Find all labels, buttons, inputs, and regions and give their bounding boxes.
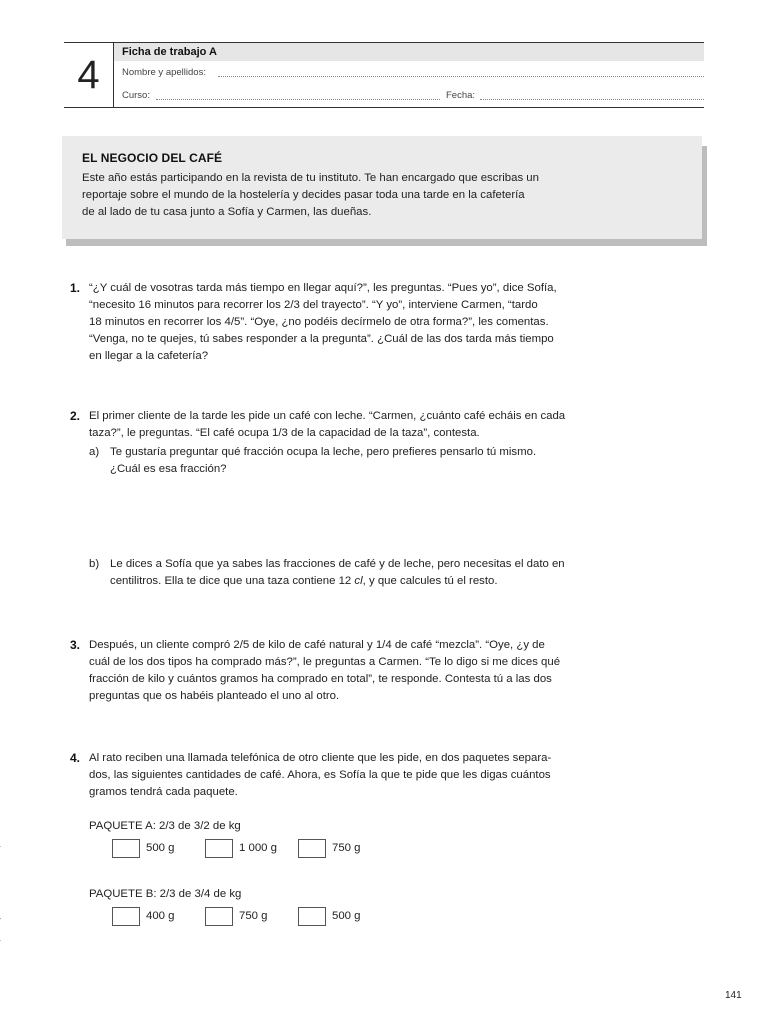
q2-a-label: a) — [89, 446, 100, 458]
page-number: 141 — [725, 990, 742, 1001]
package-a-option-1-checkbox[interactable] — [112, 839, 140, 858]
q2b-line — [110, 573, 704, 590]
question-4-number: 4. — [70, 751, 81, 765]
q2-b-text — [110, 556, 704, 590]
package-b-option-2-checkbox[interactable] — [205, 907, 233, 926]
package-a-option-3-checkbox[interactable] — [298, 839, 326, 858]
header-divider — [113, 42, 114, 107]
name-label: Nombre y apellidos: — [122, 67, 206, 78]
question-1-number: 1. — [70, 281, 81, 295]
copyright-notice — [0, 740, 1, 960]
package-a-option-1-label: 500 g — [146, 842, 175, 854]
unit-number: 4 — [77, 53, 100, 97]
q3-line: cuál de los dos tipos ha comprado más?”, le preguntas a Carmen. “Te lo digo si me dices qué — [89, 656, 561, 668]
question-2-number: 2. — [70, 409, 81, 423]
q3-line: Después, un cliente compró 2/5 de kilo de café natural y 1/4 de café “mezcla”. “Oye, ¿y de — [89, 639, 545, 651]
intro-line: reportaje sobre el mundo de la hostelería y decides pasar toda una tarde en la cafetería — [82, 189, 525, 201]
package-b-option-2-label: 750 g — [239, 910, 268, 922]
package-a-option-2-checkbox[interactable] — [205, 839, 233, 858]
course-field[interactable] — [156, 99, 440, 100]
q2a-line: ¿Cuál es esa fracción? — [110, 463, 227, 475]
intro-line: de al lado de tu casa junto a Sofía y Carmen, las dueñas. — [82, 206, 372, 218]
q1-line: 18 minutos en recorrer los 4/5”. “Oye, ¿no podéis decírmelo de otra forma?”, les comentas. — [89, 316, 549, 328]
worksheet-title: Ficha de trabajo A — [122, 46, 217, 58]
q4-line: dos, las siguientes cantidades de café. Ahora, es Sofía la que te pide que les digas cuántos — [89, 769, 551, 781]
package-b-option-1-label: 400 g — [146, 910, 175, 922]
package-b-option-3-checkbox[interactable] — [298, 907, 326, 926]
package-a-option-2-label: 1 000 g — [239, 842, 278, 854]
q1-line: “¿Y cuál de vosotras tarda más tiempo en llegar aquí?”, les preguntas. “Pues yo”, dice Sofía, — [89, 282, 557, 294]
q2b-unit: cl — [354, 575, 363, 587]
question-3-number: 3. — [70, 638, 81, 652]
q1-line: “Venga, no te quejes, tú sabes responder a la pregunta”. ¿Cuál de las dos tarda más tiempo — [89, 333, 554, 345]
package-a-option-3-label: 750 g — [332, 842, 361, 854]
package-b-option-3-label: 500 g — [332, 910, 361, 922]
question-4-text — [89, 750, 704, 801]
intro-title: EL NEGOCIO DEL CAFÉ — [82, 151, 223, 165]
intro-text — [82, 170, 682, 221]
q4-line: Al rato reciben una llamada telefónica de otro cliente que les pide, en dos paquetes separa- — [89, 752, 552, 764]
date-field[interactable] — [480, 99, 704, 100]
q2-line: taza?”, le preguntas. “El café ocupa 1/3 de la capacidad de la taza”, contesta. — [89, 427, 480, 439]
q2-line: El primer cliente de la tarde les pide un café con leche. “Carmen, ¿cuánto café echáis en cada — [89, 410, 566, 422]
q3-line: preguntas que os habéis planteado el uno al otro. — [89, 690, 340, 702]
question-3-text — [89, 637, 704, 705]
q2b-text-pre: centilitros. Ella te dice que una taza contiene 12 — [110, 575, 355, 587]
header-bottom-rule — [64, 107, 704, 108]
name-field[interactable] — [218, 76, 704, 77]
q2-b-label: b) — [89, 558, 100, 570]
q2-a-text — [110, 444, 704, 478]
question-2-text — [89, 408, 704, 442]
package-a-title: PAQUETE A: 2/3 de 3/2 de kg — [89, 820, 241, 832]
q2b-line: Le dices a Sofía que ya sabes las fracciones de café y de leche, pero necesitas el dato en — [110, 558, 565, 570]
package-b-option-1-checkbox[interactable] — [112, 907, 140, 926]
q4-line: gramos tendrá cada paquete. — [89, 786, 238, 798]
q3-line: fracción de kilo y cuántos gramos ha comprado en total”, te responde. Contesta tú a las dos — [89, 673, 552, 685]
date-label: Fecha: — [446, 90, 476, 101]
q1-line: “necesito 16 minutos para recorrer los 2/3 del trayecto”. “Y yo”, interviene Carmen, “tardo — [89, 299, 538, 311]
q1-line: en llegar a la cafetería? — [89, 350, 209, 362]
q2a-line: Te gustaría preguntar qué fracción ocupa la leche, pero prefieres pensarlo tú mismo. — [110, 446, 537, 458]
course-label: Curso: — [122, 90, 150, 101]
question-1-text — [89, 280, 704, 365]
q2b-text-post: , y que calcules tú el resto. — [362, 575, 498, 587]
package-b-title: PAQUETE B: 2/3 de 3/4 de kg — [89, 888, 242, 900]
intro-line: Este año estás participando en la revista de tu instituto. Te han encargado que escribas un — [82, 172, 539, 184]
